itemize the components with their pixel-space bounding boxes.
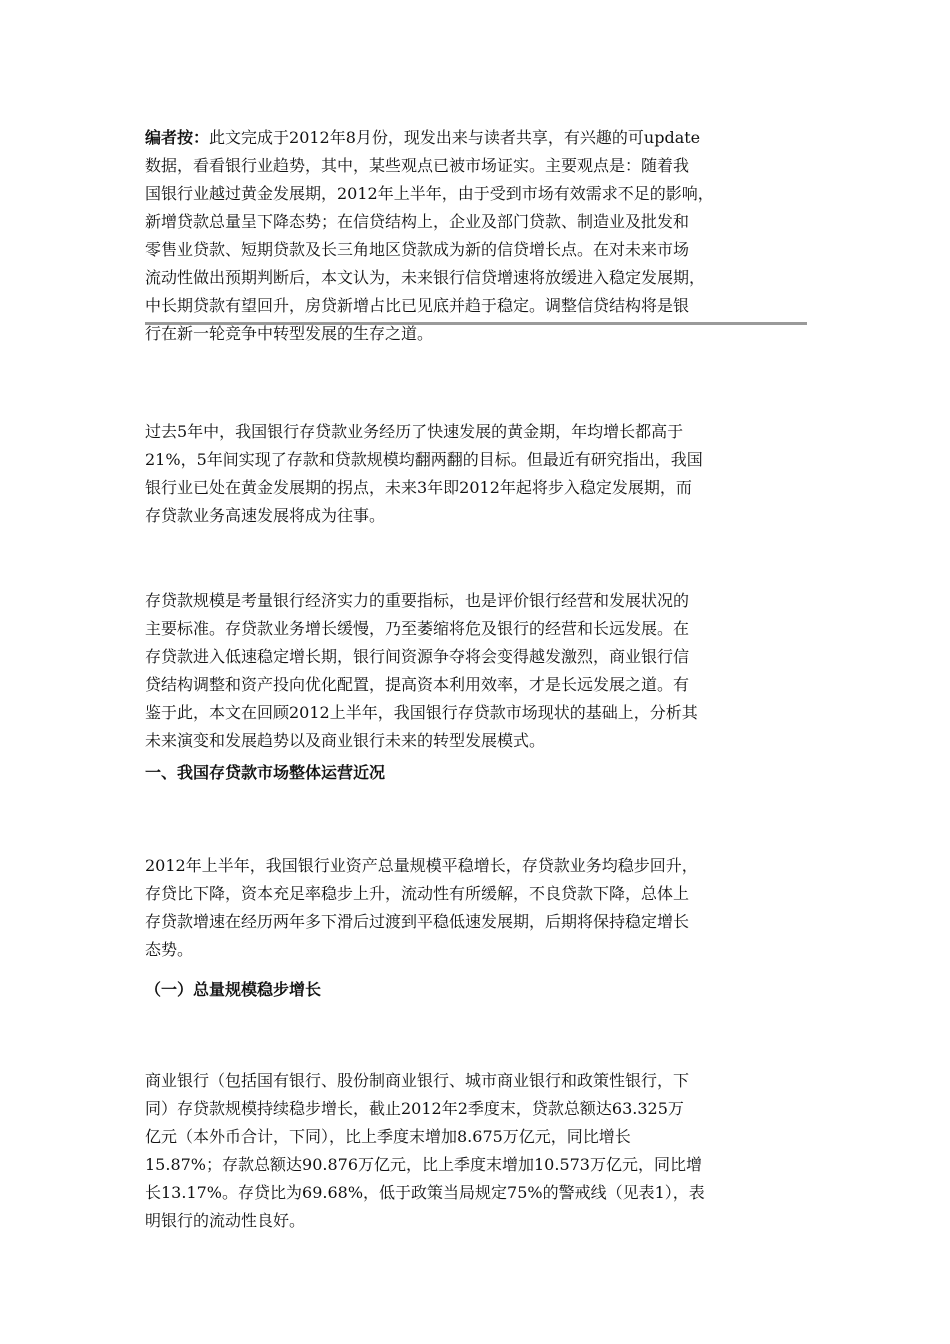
paragraph-line: 存贷款进入低速稳定增长期，银行间资源争夺将会变得越发激烈，商业银行信 — [145, 647, 690, 666]
paragraph-line: 态势。 — [145, 940, 194, 959]
paragraph-line: 贷结构调整和资产投向优化配置，提高资本利用效率，才是长远发展之道。有 — [145, 675, 690, 694]
subsection-heading: （一）总量规模稳步增长 — [145, 980, 322, 999]
editor-note-line: 行在新一轮竞争中转型发展的生存之道。 — [145, 324, 434, 343]
paragraph-line: 明银行的流动性良好。 — [145, 1211, 306, 1230]
paragraph-line: 银行业已处在黄金发展期的拐点，未来3年即2012年起将步入稳定发展期，而 — [145, 478, 692, 497]
editor-note-line: 国银行业越过黄金发展期，2012年上半年，由于受到市场有效需求不足的影响， — [145, 184, 714, 203]
paragraph-line: 存贷款增速在经历两年多下滑后过渡到平稳低速发展期，后期将保持稳定增长 — [145, 912, 690, 931]
paragraph-line: 商业银行（包括国有银行、股份制商业银行、城市商业银行和政策性银行，下 — [145, 1071, 690, 1090]
paragraph-intro — [145, 418, 809, 530]
paragraph-line: 过去5年中，我国银行存贷款业务经历了快速发展的黄金期，年均增长都高于 — [145, 422, 684, 441]
editor-note-label: 编者按： — [145, 128, 210, 147]
editor-note-line: 零售业贷款、短期贷款及长三角地区贷款成为新的信贷增长点。在对未来市场 — [145, 240, 690, 259]
paragraph-total-scale — [145, 1067, 809, 1235]
paragraph-line: 亿元（本外币合计，下同），比上季度末增加8.675万亿元，同比增长 — [145, 1127, 631, 1146]
paragraph-line: 未来演变和发展趋势以及商业银行未来的转型发展模式。 — [145, 731, 546, 750]
paragraph-line: 15.87%；存款总额达90.876万亿元，比上季度末增加10.573万亿元，同比增 — [145, 1155, 702, 1174]
paragraph-line: 同）存贷款规模持续稳步增长，截止2012年2季度末，贷款总额达63.325万 — [145, 1099, 684, 1118]
paragraph-line: 鉴于此，本文在回顾2012上半年，我国银行存贷款市场现状的基础上，分析其 — [145, 703, 698, 722]
editor-note-line: 中长期贷款有望回升，房贷新增占比已见底并趋于稳定。调整信贷结构将是银 — [145, 296, 690, 315]
editor-note-line: 新增贷款总量呈下降态势；在信贷结构上，企业及部门贷款、制造业及批发和 — [145, 212, 690, 231]
paragraph-line: 主要标准。存贷款业务增长缓慢，乃至萎缩将危及银行的经营和长远发展。在 — [145, 619, 690, 638]
paragraph-scale-importance — [145, 587, 809, 755]
editor-note-divider — [145, 322, 807, 325]
paragraph-market-overview — [145, 852, 809, 964]
editor-note — [145, 124, 809, 348]
paragraph-line: 长13.17%。存贷比为69.68%，低于政策当局规定75%的警戒线（见表1），表 — [145, 1183, 705, 1202]
paragraph-line: 存贷款规模是考量银行经济实力的重要指标，也是评价银行经营和发展状况的 — [145, 591, 690, 610]
paragraph-line: 21%，5年间实现了存款和贷款规模均翻两翻的目标。但最近有研究指出，我国 — [145, 450, 703, 469]
paragraph-line: 存贷比下降，资本充足率稳步上升，流动性有所缓解，不良贷款下降，总体上 — [145, 884, 690, 903]
editor-note-line: 数据，看看银行业趋势，其中，某些观点已被市场证实。主要观点是：随着我 — [145, 156, 690, 175]
section-heading: 一、我国存贷款市场整体运营近况 — [145, 763, 386, 782]
editor-note-line: 流动性做出预期判断后，本文认为，未来银行信贷增速将放缓进入稳定发展期， — [145, 268, 706, 287]
paragraph-line: 2012年上半年，我国银行业资产总量规模平稳增长，存贷款业务均稳步回升， — [145, 856, 698, 875]
paragraph-line: 存贷款业务高速发展将成为往事。 — [145, 506, 386, 525]
editor-note-line-1: 编者按：此文完成于2012年8月份，现发出来与读者共享，有兴趣的可update — [145, 128, 701, 147]
